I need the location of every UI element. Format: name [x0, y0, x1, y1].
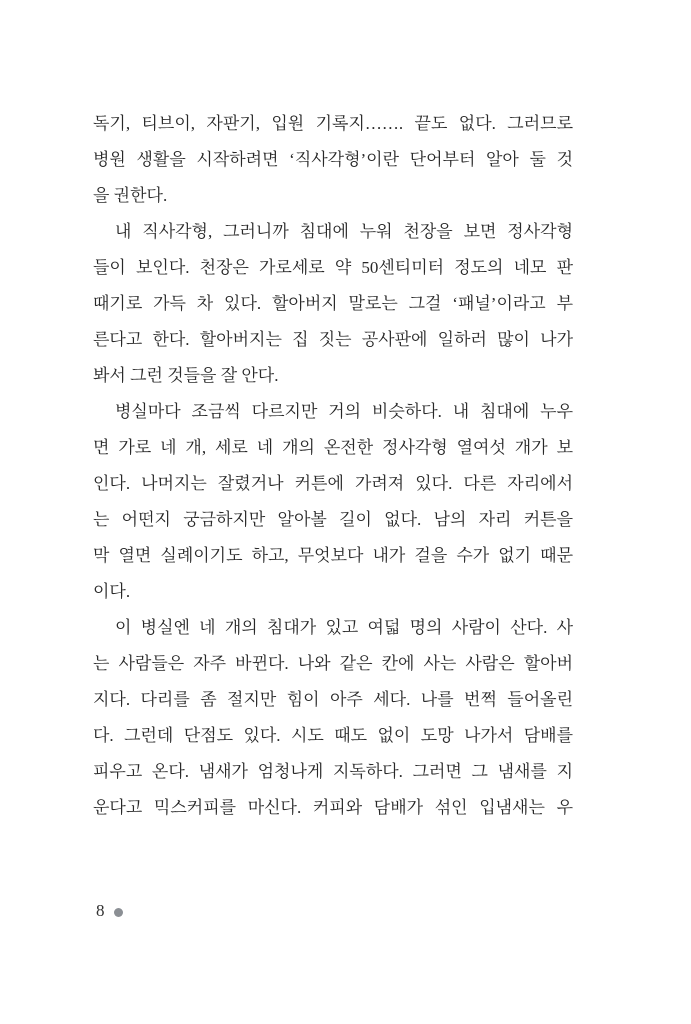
text-line: 는 어떤지 궁금하지만 알아볼 길이 없다. 남의 자리 커튼을 [93, 510, 573, 529]
text-line: 봐서 그런 것들을 잘 안다. [93, 366, 279, 385]
page-footer [96, 898, 123, 924]
text-line: 이다. [93, 582, 131, 601]
text-line: 때기로 가득 차 있다. 할아버지 말로는 그걸 ‘패널’이라고 부 [93, 294, 573, 313]
text-line: 내 직사각형, 그러니까 침대에 누워 천장을 보면 정사각형 [115, 222, 573, 241]
text-line: 면 가로 네 개, 세로 네 개의 온전한 정사각형 열여섯 개가 보 [93, 438, 573, 457]
text-line: 막 열면 실례이기도 하고, 무엇보다 내가 걸을 수가 없기 때문 [93, 546, 573, 565]
page-body-text [93, 106, 573, 826]
text-line: 인다. 나머지는 잘렸거나 커튼에 가려져 있다. 다른 자리에서 [93, 474, 573, 493]
text-line: 병실마다 조금씩 다르지만 거의 비슷하다. 내 침대에 누우 [115, 402, 573, 421]
text-line: 들이 보인다. 천장은 가로세로 약 50센티미터 정도의 네모 판 [93, 258, 573, 277]
text-line: 병원 생활을 시작하려면 ‘직사각형’이란 단어부터 알아 둘 것 [93, 150, 573, 169]
text-line: 는 사람들은 자주 바뀐다. 나와 같은 칸에 사는 사람은 할아버 [93, 654, 573, 673]
text-line: 운다고 믹스커피를 마신다. 커피와 담배가 섞인 입냄새는 우 [93, 798, 573, 817]
page-bullet-icon [114, 908, 123, 917]
text-line: 다. 그런데 단점도 있다. 시도 때도 없이 도망 나가서 담배를 [93, 726, 573, 745]
text-line: 을 권한다. [93, 186, 168, 205]
text-line: 지다. 다리를 좀 절지만 힘이 아주 세다. 나를 번쩍 들어올린 [93, 690, 573, 709]
text-line: 독기, 티브이, 자판기, 입원 기록지……. 끝도 없다. 그러므로 [93, 114, 573, 133]
text-line: 피우고 온다. 냄새가 엄청나게 지독하다. 그러면 그 냄새를 지 [93, 762, 573, 781]
text-line: 른다고 한다. 할아버지는 집 짓는 공사판에 일하러 많이 나가 [93, 330, 573, 349]
text-line: 이 병실엔 네 개의 침대가 있고 여덟 명의 사람이 산다. 사 [115, 618, 573, 637]
page-number: 8 [96, 901, 105, 920]
